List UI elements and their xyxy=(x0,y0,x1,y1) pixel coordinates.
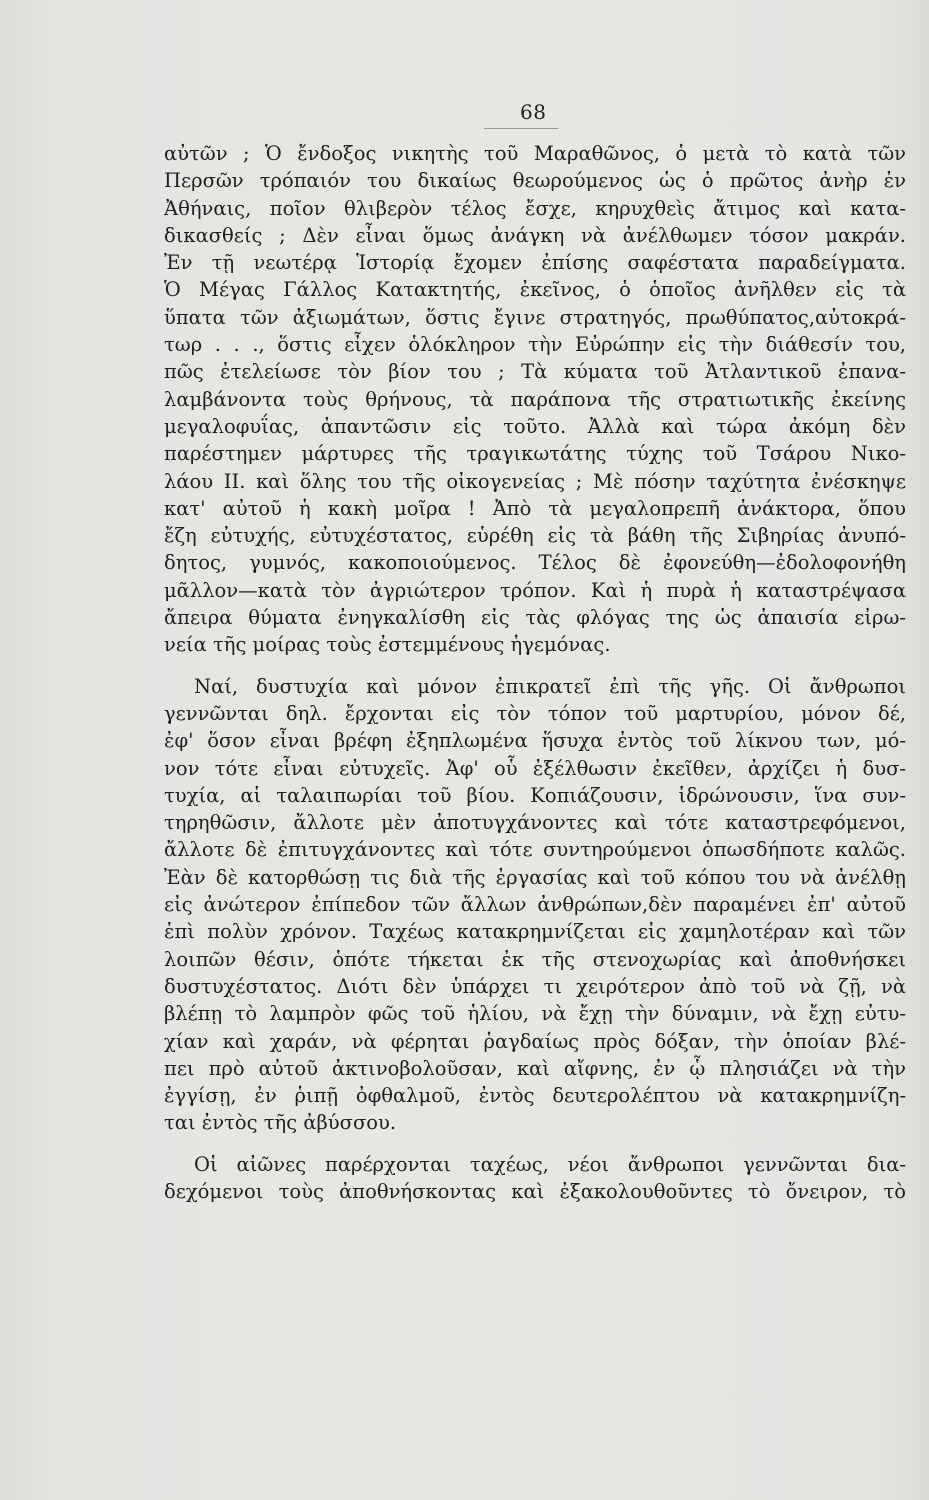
text-line: νον τότε εἶναι εὐτυχεῖς. Ἀφ' οὗ ἐξέλθωσιν ἐκεῖθεν, ἀρχίζει ἡ δυσ- xyxy=(164,756,906,780)
text-line: βλέπῃ τὸ λαμπρὸν φῶς τοῦ ἡλίου, νὰ ἔχῃ τὴν δύναμιν, νὰ ἔχῃ εὐτυ- xyxy=(164,1002,906,1026)
text-line: ἐγγίσῃ, ἐν ῥιπῇ ὀφθαλμοῦ, ἐντὸς δευτερολέπτου νὰ κατακρημνίζη- xyxy=(164,1084,906,1108)
text-line: δητος, γυμνός, κακοποιούμενος. Τέλος δὲ ἐφονεύθη—ἐδολοφονήθη xyxy=(164,551,906,575)
text-line: Ὁ Μέγας Γάλλος Κατακτητής, ἐκεῖνος, ὁ ὁποῖος ἀνῆλθεν εἰς τὰ xyxy=(164,278,906,302)
text-line: γεννῶνται δηλ. ἔρχονται εἰς τὸν τόπον τοῦ μαρτυρίου, μόνον δέ, xyxy=(164,701,906,725)
text-line: λάου ΙΙ. καὶ ὅλης του τῆς οἰκογενείας ; Μὲ πόσην ταχύτητα ἐνέσκηψε xyxy=(164,469,906,493)
text-line: χίαν καὶ χαράν, νὰ φέρηται ῥαγδαίως πρὸς δόξαν, τὴν ὁποίαν βλέ- xyxy=(164,1029,906,1053)
text-line: τωρ . . ., ὅστις εἶχεν ὁλόκληρον τὴν Εὐρώπην εἰς τὴν διάθεσίν του, xyxy=(164,333,906,357)
text-line: δυστυχέστατος. Διότι δὲν ὑπάρχει τι χειρότερον ἀπὸ τοῦ νὰ ζῇ, νὰ xyxy=(164,974,906,998)
paragraph-3 xyxy=(164,1137,906,1206)
text-line: νεία τῆς μοίρας τοὺς ἐστεμμένους ἡγεμόνας. xyxy=(164,633,611,657)
text-line: λαμβάνοντα τοὺς θρήνους, τὰ παράπονα τῆς στρατιωτικῆς ἐκείνης xyxy=(164,387,906,411)
text-line: Οἱ αἰῶνες παρέρχονται ταχέως, νέοι ἄνθρωποι γεννῶνται δια- xyxy=(194,1152,906,1176)
text-line: ἔζη εὐτυχής, εὐτυχέστατος, εὑρέθη εἰς τὰ βάθη τῆς Σιβηρίας ἀνυπό- xyxy=(164,524,906,548)
text-line: μᾶλλον—κατὰ τὸν ἀγριώτερον τρόπον. Καὶ ἡ πυρὰ ἡ καταστρέψασα xyxy=(164,578,906,602)
page-number-rule xyxy=(484,128,558,129)
text-line: πῶς ἐτελείωσε τὸν βίον του ; Τὰ κύματα τοῦ Ἀτλαντικοῦ ἐπανα- xyxy=(164,360,906,384)
text-line: Ἐν τῇ νεωτέρᾳ Ἱστορίᾳ ἔχομεν ἐπίσης σαφέστατα παραδείγματα. xyxy=(164,251,906,275)
text-line: Ἐὰν δὲ κατορθώσῃ τις διὰ τῆς ἐργασίας καὶ τοῦ κόπου του νὰ ἀνέλθῃ xyxy=(164,865,906,889)
text-line: ὕπατα τῶν ἀξιωμάτων, ὅστις ἔγινε στρατηγός, πρωθύπατος,αὐτοκρά- xyxy=(164,305,906,329)
paragraph-1 xyxy=(164,140,906,659)
paragraph-gap xyxy=(164,1137,906,1151)
text-line: ἄπειρα θύματα ἐνηγκαλίσθη εἰς τὰς φλόγας της ὡς ἀπαισία εἰρω- xyxy=(164,606,906,630)
text-line: Ναί, δυστυχία καὶ μόνον ἐπικρατεῖ ἐπὶ τῆς γῆς. Οἱ ἄνθρωποι xyxy=(194,674,906,698)
text-line: ἐφ' ὅσον εἶναι βρέφη ἐξηπλωμένα ἥσυχα ἐντὸς τοῦ λίκνου των, μό- xyxy=(164,729,906,753)
text-line: αὐτῶν ; Ὁ ἔνδοξος νικητὴς τοῦ Μαραθῶνος, ὁ μετὰ τὸ κατὰ τῶν xyxy=(164,142,906,165)
text-line: Περσῶν τρόπαιόν του δικαίως θεωρούμενος ὡς ὁ πρῶτος ἀνὴρ ἐν xyxy=(164,169,906,193)
text-line: δεχόμενοι τοὺς ἀποθνήσκοντας καὶ ἐξακολουθοῦντες τὸ ὄνειρον, τὸ xyxy=(164,1179,906,1203)
paragraph-2 xyxy=(164,659,906,1137)
text-line: παρέστημεν μάρτυρες τῆς τραγικωτάτης τύχης τοῦ Τσάρου Νικο- xyxy=(164,442,906,466)
text-line: τηρηθῶσιν, ἄλλοτε μὲν ἀποτυγχάνοντες καὶ τότε καταστρεφόμενοι, xyxy=(164,811,906,835)
text-line: μεγαλοφυΐας, ἀπαντῶσιν εἰς τοῦτο. Ἀλλὰ καὶ τώρα ἀκόμη δὲν xyxy=(164,414,906,438)
text-line: εἰς ἀνώτερον ἐπίπεδον τῶν ἄλλων ἀνθρώπων,δὲν παραμένει ἐπ' αὐτοῦ xyxy=(164,893,906,917)
text-line: δικασθείς ; Δὲν εἶναι ὅμως ἀνάγκη νὰ ἀνέλθωμεν τόσον μακράν. xyxy=(164,223,906,247)
page-number: 68 xyxy=(520,100,547,124)
text-line: ἄλλοτε δὲ ἐπιτυγχάνοντες καὶ τότε συντηρούμενοι ὁπωσδήποτε καλῶς. xyxy=(164,838,906,862)
paragraph-gap xyxy=(164,659,906,673)
text-line: λοιπῶν θέσιν, ὁπότε τήκεται ἐκ τῆς στενοχωρίας καὶ ἀποθνήσκει xyxy=(164,947,906,971)
text-line: ἐπὶ πολὺν χρόνον. Ταχέως κατακρημνίζεται εἰς χαμηλοτέραν καὶ τῶν xyxy=(164,920,906,944)
text-line: πει πρὸ αὐτοῦ ἀκτινοβολοῦσαν, καὶ αἴφνης, ἐν ᾧ πλησιάζει νὰ τὴν xyxy=(164,1056,906,1080)
body-text xyxy=(164,140,906,1205)
text-line: κατ' αὐτοῦ ἡ κακὴ μοῖρα ! Ἀπὸ τὰ μεγαλοπρεπῆ ἀνάκτορα, ὅπου xyxy=(164,496,906,520)
text-line: ται ἐντὸς τῆς ἀβύσσου. xyxy=(164,1111,397,1135)
text-line: τυχία, αἱ ταλαιπωρίαι τοῦ βίου. Κοπιάζουσιν, ἱδρώνουσιν, ἵνα συν- xyxy=(164,783,906,807)
text-line: Ἀθήναις, ποῖον θλιβερὸν τέλος ἔσχε, κηρυχθεὶς ἄτιμος καὶ κατα- xyxy=(164,196,906,220)
